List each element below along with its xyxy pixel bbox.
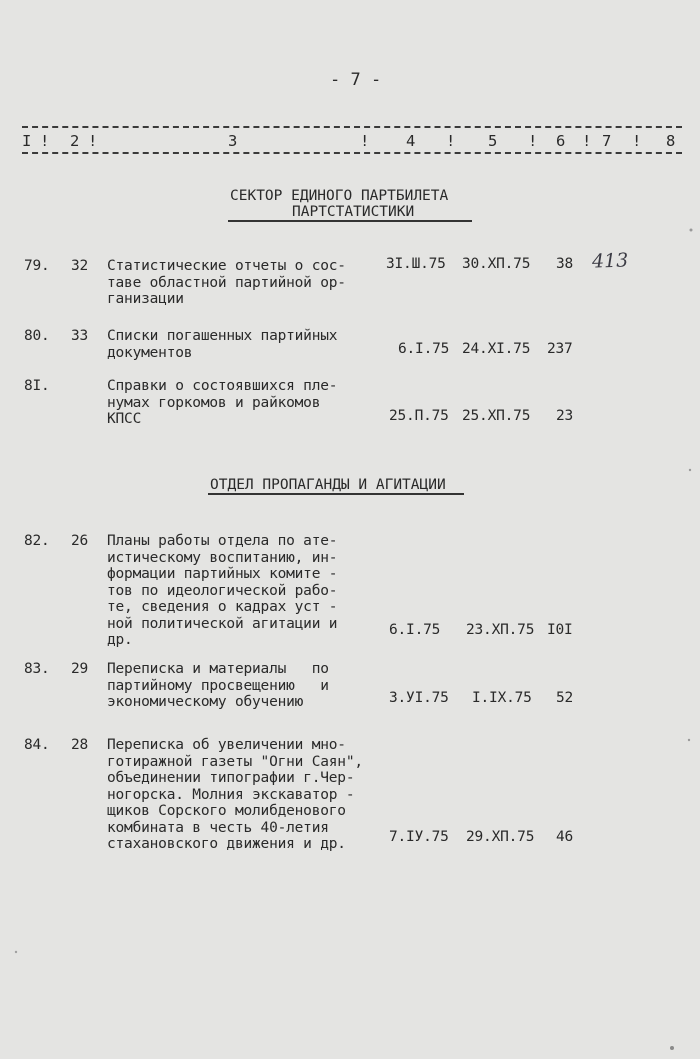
entry-count: 237 — [547, 341, 573, 357]
entry-date-start: 7.IУ.75 — [389, 829, 449, 845]
column-separator: ! — [88, 132, 98, 150]
entry-count: 23 — [556, 408, 574, 424]
page-number: - 7 - — [330, 70, 382, 90]
entry-count: 38 — [556, 256, 574, 272]
entry-count: I0I — [547, 622, 573, 638]
entry-date-start: 3I.Ш.75 — [386, 256, 446, 272]
entry-description: Планы работы отдела по ате- истическому воспитанию, ин- формации партийных комите - тов по идеологической рабо- те, сведения о кадрах уст - ной политической агитации и др. — [107, 533, 338, 648]
column-separator: ! — [360, 132, 370, 150]
entry-ref: 28 — [71, 737, 89, 753]
entry-count: 46 — [556, 829, 574, 845]
column-header-3: 3 — [228, 132, 238, 150]
entry-date-start: 6.I.75 — [398, 341, 450, 357]
entry-number: 79. — [24, 258, 50, 274]
header-top-dashes — [22, 126, 682, 128]
entry-date-end: 30.ХП.75 — [462, 256, 531, 272]
column-header-8: 8 — [666, 132, 676, 150]
column-separator: ! — [528, 132, 538, 150]
entry-description: Переписка об увеличении мно- готиражной газеты "Огни Саян", объединении типографии г.Чер- ногорска. Молния экскаватор - щиков Сорского молибденового комбината в честь 40-летия стахановского движения и др. — [107, 737, 363, 852]
entry-ref: 32 — [71, 258, 89, 274]
section-underline — [228, 220, 472, 222]
section-title-propaganda: ОТДЕЛ ПРОПАГАНДЫ И АГИТАЦИИ — [210, 477, 446, 493]
column-header-2: 2 — [70, 132, 80, 150]
entry-date-end: 23.ХП.75 — [466, 622, 535, 638]
section-title-party-card: СЕКТОР ЕДИНОГО ПАРТБИЛЕТА — [230, 188, 449, 204]
entry-ref: 26 — [71, 533, 89, 549]
entry-number: 84. — [24, 737, 50, 753]
entry-date-end: 25.ХП.75 — [462, 408, 531, 424]
column-separator: ! — [40, 132, 50, 150]
entry-date-end: I.IX.75 — [472, 690, 532, 706]
entry-number: 83. — [24, 661, 50, 677]
column-header-6: 6 — [556, 132, 566, 150]
entry-number: 80. — [24, 328, 50, 344]
entry-ref: 29 — [71, 661, 89, 677]
entry-date-end: 29.ХП.75 — [466, 829, 535, 845]
handwritten-annotation: 413 — [591, 249, 629, 273]
section-underline — [208, 493, 464, 495]
entry-count: 52 — [556, 690, 574, 706]
entry-date-start: 3.УI.75 — [389, 690, 449, 706]
entry-date-start: 25.П.75 — [389, 408, 449, 424]
entry-date-end: 24.XI.75 — [462, 341, 531, 357]
entry-date-start: 6.I.75 — [389, 622, 441, 638]
section-subtitle-party-statistics: ПАРТСТАТИСТИКИ — [292, 204, 415, 220]
header-bottom-dashes — [22, 152, 682, 154]
entry-number: 8I. — [24, 378, 50, 394]
entry-description: Списки погашенных партийных документов — [107, 328, 338, 361]
column-header-4: 4 — [406, 132, 416, 150]
entry-number: 82. — [24, 533, 50, 549]
entry-ref: 33 — [71, 328, 89, 344]
column-separator: ! — [446, 132, 456, 150]
column-header-1: I — [22, 132, 32, 150]
entry-description: Переписка и материалы по партийному просвещению и экономическому обучению — [107, 661, 329, 710]
column-header-5: 5 — [488, 132, 498, 150]
column-header-7: 7 — [602, 132, 612, 150]
column-separator: ! — [582, 132, 592, 150]
entry-description: Справки о состоявшихся пле- нумах горкомов и райкомов КПСС — [107, 378, 338, 427]
column-separator: ! — [632, 132, 642, 150]
entry-description: Статистические отчеты о сос- таве областной партийной ор- ганизации — [107, 258, 346, 307]
